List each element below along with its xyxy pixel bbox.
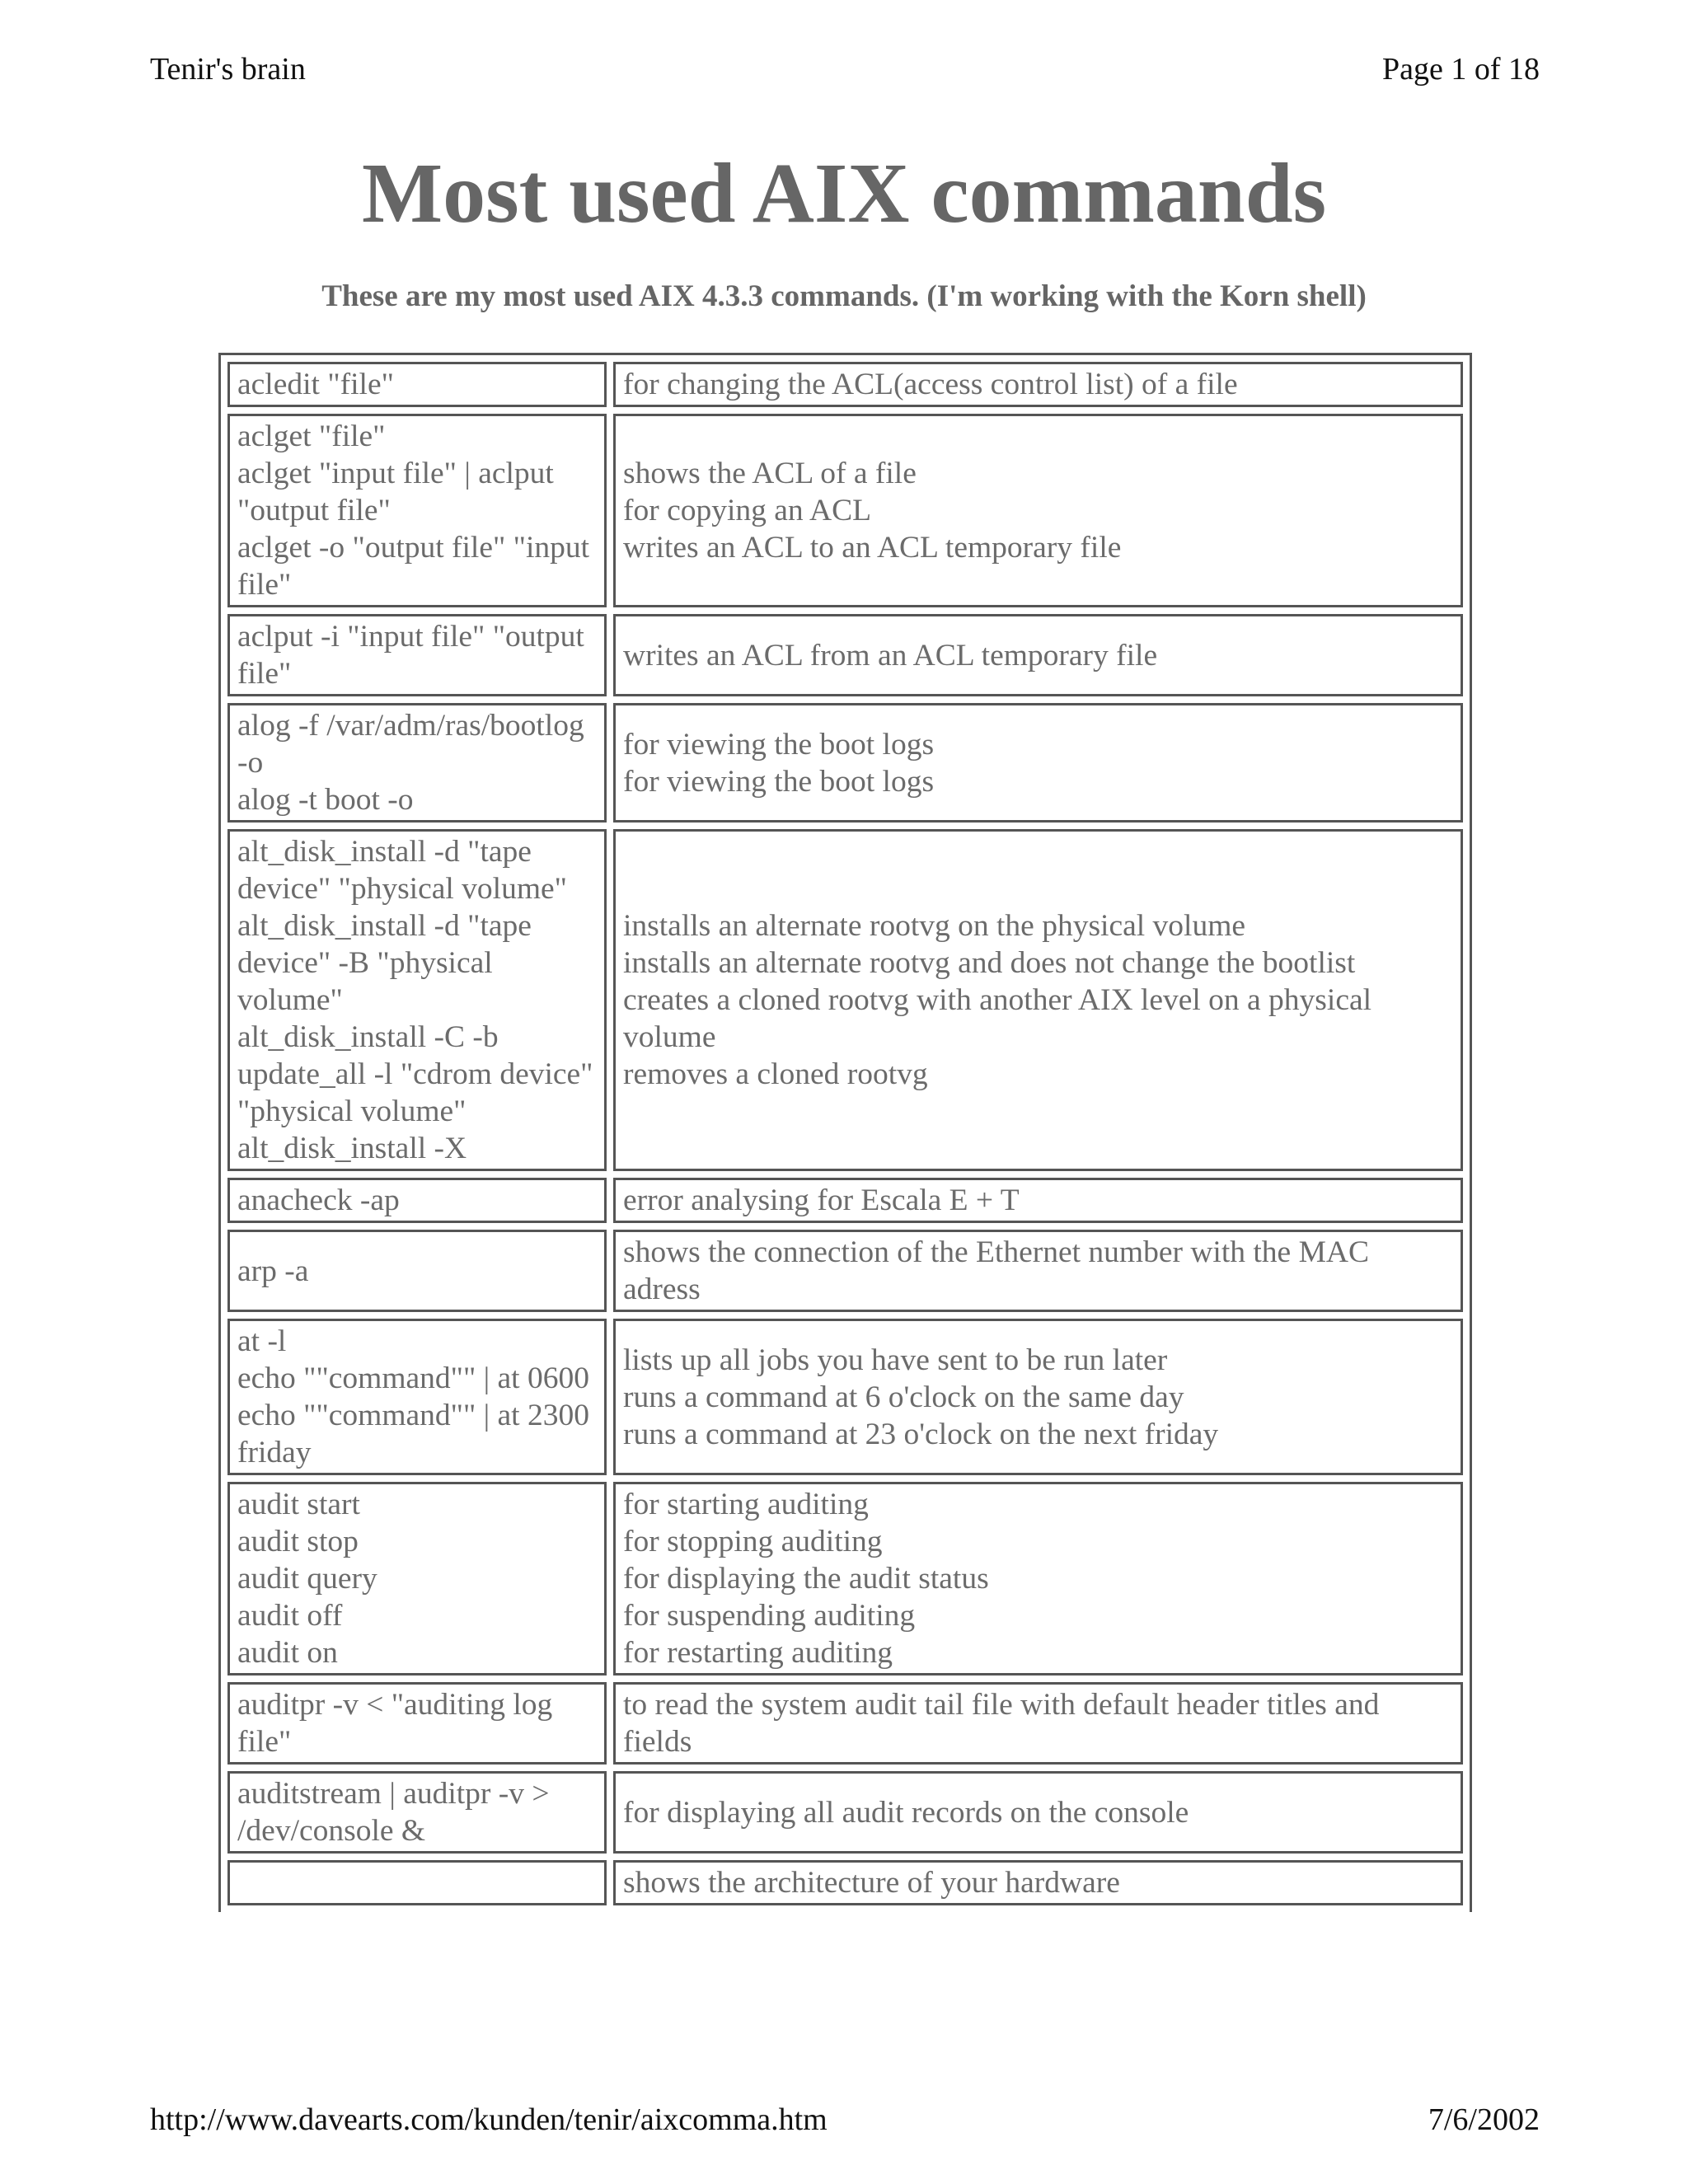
table-row xyxy=(227,829,1463,1171)
description-cell: for starting auditing for stopping auditing for displaying the audit status for suspending auditing for restarting auditing xyxy=(613,1482,1463,1675)
description-cell: for viewing the boot logs for viewing the boot logs xyxy=(613,703,1463,823)
table-row xyxy=(227,1230,1463,1312)
command-cell: at -l echo ""command"" | at 0600 echo ""command"" | at 2300 friday xyxy=(227,1319,607,1475)
commands-table xyxy=(218,353,1472,1912)
description-cell: writes an ACL from an ACL temporary file xyxy=(613,614,1463,696)
print-date: 7/6/2002 xyxy=(1428,2102,1540,2137)
command-cell: alt_disk_install -d "tape device" "physical volume" alt_disk_install -d "tape device" -B "physical volume" alt_disk_install -C -b update_all -l "cdrom device" "physical volume" alt_disk_install -X xyxy=(227,829,607,1171)
commands-table-container xyxy=(218,353,1472,2031)
description-cell: installs an alternate rootvg on the physical volume installs an alternate rootvg and does not change the bootlist creates a cloned rootvg with another AIX level on a physical volume removes a cloned rootvg xyxy=(613,829,1463,1171)
table-row xyxy=(227,1682,1463,1765)
description-cell: error analysing for Escala E + T xyxy=(613,1178,1463,1223)
command-cell: acledit "file" xyxy=(227,362,607,407)
table-row xyxy=(227,1860,1463,1905)
description-cell: shows the connection of the Ethernet number with the MAC adress xyxy=(613,1230,1463,1312)
table-row xyxy=(227,1178,1463,1223)
table-row xyxy=(227,414,1463,607)
description-cell: for changing the ACL(access control list) of a file xyxy=(613,362,1463,407)
source-url: http://www.davearts.com/kunden/tenir/aixcomma.htm xyxy=(150,2102,828,2137)
table-row xyxy=(227,1319,1463,1475)
page-header-left: Tenir's brain xyxy=(150,52,306,87)
table-row xyxy=(227,362,1463,407)
command-cell: anacheck -ap xyxy=(227,1178,607,1223)
page-title: Most used AIX commands xyxy=(361,146,1327,241)
page-number: Page 1 of 18 xyxy=(1381,52,1540,87)
table-row xyxy=(227,614,1463,696)
description-cell: for displaying all audit records on the console xyxy=(613,1771,1463,1854)
page-subtitle: These are my most used AIX 4.3.3 commands. (I'm working with the Korn shell) xyxy=(321,279,1367,313)
command-cell: aclget "file" aclget "input file" | aclput "output file" aclget -o "output file" "input file" xyxy=(227,414,607,607)
command-cell: alog -f /var/adm/ras/bootlog -o alog -t boot -o xyxy=(227,703,607,823)
command-cell: auditpr -v < "auditing log file" xyxy=(227,1682,607,1765)
command-cell: auditstream | auditpr -v > /dev/console & xyxy=(227,1771,607,1854)
description-cell: to read the system audit tail file with default header titles and fields xyxy=(613,1682,1463,1765)
description-cell: shows the ACL of a file for copying an ACL writes an ACL to an ACL temporary file xyxy=(613,414,1463,607)
command-cell: aclput -i "input file" "output file" xyxy=(227,614,607,696)
table-row xyxy=(227,1482,1463,1675)
description-cell: shows the architecture of your hardware xyxy=(613,1860,1463,1905)
table-row xyxy=(227,1771,1463,1854)
table-row xyxy=(227,703,1463,823)
command-cell xyxy=(227,1860,607,1905)
command-cell: arp -a xyxy=(227,1230,607,1312)
description-cell: lists up all jobs you have sent to be run later runs a command at 6 o'clock on the same day runs a command at 23 o'clock on the next friday xyxy=(613,1319,1463,1475)
command-cell: audit start audit stop audit query audit off audit on xyxy=(227,1482,607,1675)
